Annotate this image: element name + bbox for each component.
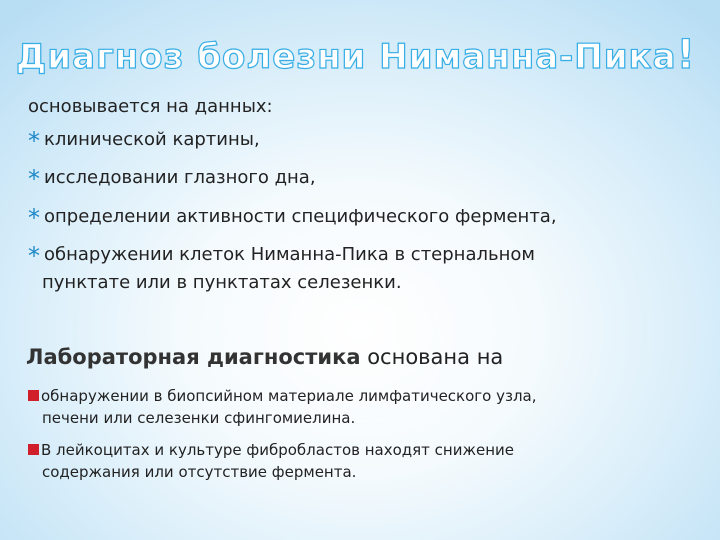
- asterisk-bullet-icon: *: [28, 127, 40, 155]
- bullet-item-fundus: [28, 165, 316, 193]
- intro-text: [28, 96, 273, 117]
- bullet-item-cells-continuation: пунктате или в пунктатах селезенки.: [42, 272, 402, 293]
- slide-title: [16, 32, 706, 78]
- lab-heading-bold: Лабораторная диагностика: [26, 345, 361, 369]
- lab-diagnostics-heading: [26, 345, 503, 369]
- bullet-item-enzyme: [28, 204, 557, 232]
- lab-heading-rest: основана на: [360, 345, 504, 369]
- lab-item-text: обнаружении в биопсийном материале лимфатического узла,: [41, 387, 537, 405]
- lab-item-biopsy: [28, 387, 537, 405]
- intro-label: основывается на данных:: [28, 96, 273, 117]
- lab-item-leukocytes-continuation: содержания или отсутствие фермента.: [42, 463, 357, 481]
- lab-item-text: В лейкоцитах и культуре фибробластов находят снижение: [41, 441, 515, 459]
- asterisk-bullet-icon: *: [28, 242, 40, 270]
- lab-item-biopsy-continuation: печени или селезенки сфингомиелина.: [42, 409, 356, 427]
- square-bullet-icon: [28, 444, 39, 455]
- title-text: Диагноз болезни Ниманна-Пика: [16, 37, 677, 77]
- bullet-text: определении активности специфического фермента,: [44, 206, 557, 227]
- title-exclamation: !: [676, 32, 696, 78]
- bullet-item-cells: [28, 242, 535, 270]
- bullet-text: клинической картины,: [44, 129, 260, 150]
- bullet-item-clinical: [28, 127, 260, 155]
- asterisk-bullet-icon: *: [28, 204, 40, 232]
- square-bullet-icon: [28, 390, 39, 401]
- lab-item-leukocytes: [28, 441, 514, 459]
- bullet-text: исследовании глазного дна,: [44, 167, 316, 188]
- asterisk-bullet-icon: *: [28, 165, 40, 193]
- bullet-text: обнаружении клеток Ниманна-Пика в стернальном: [44, 244, 535, 265]
